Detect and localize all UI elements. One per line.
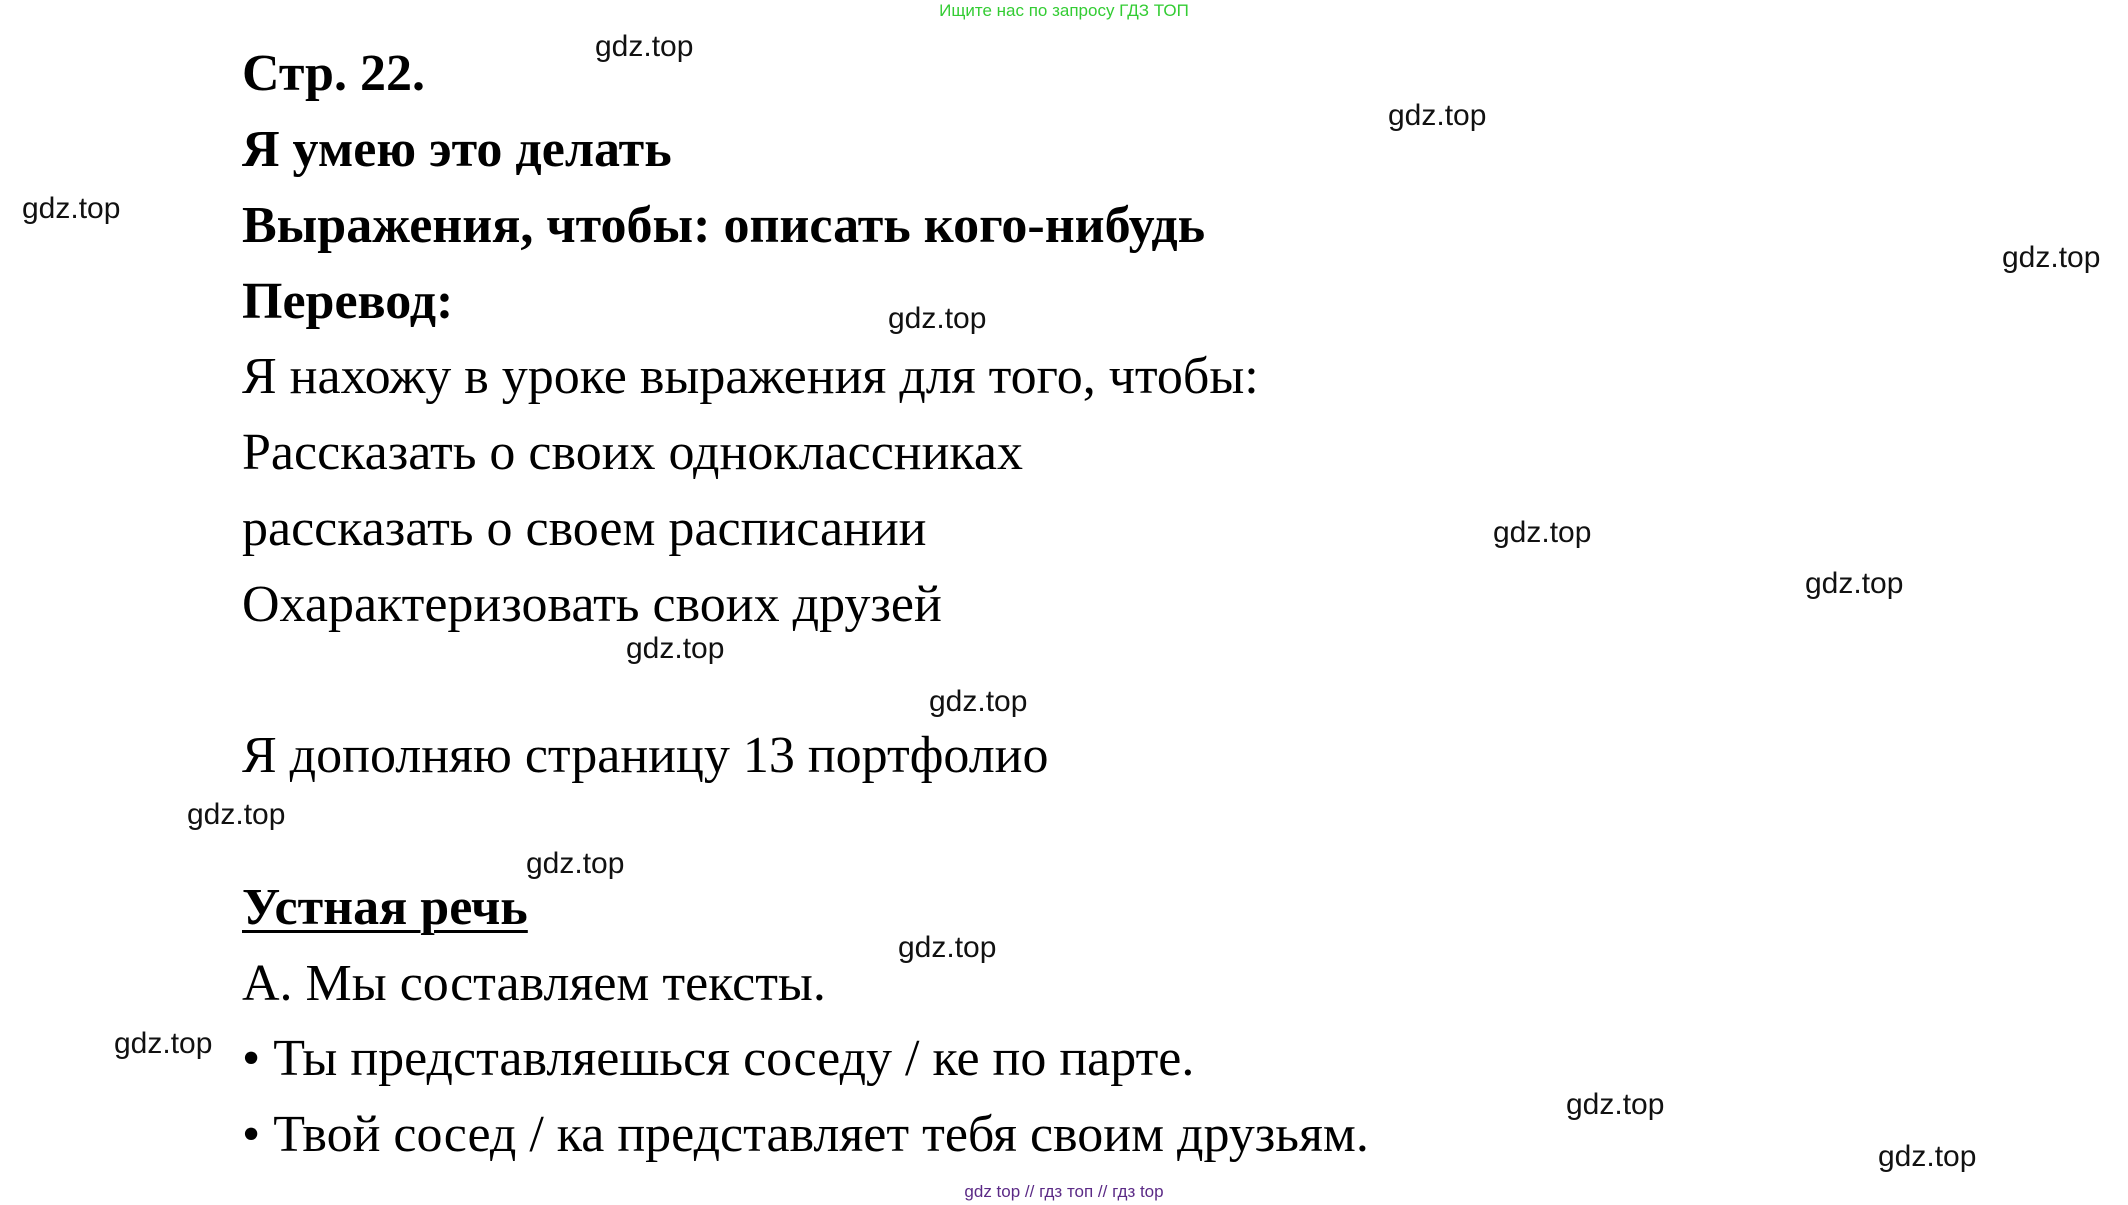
watermark: gdz.top: [1805, 567, 1904, 600]
top-banner: Ищите нас по запросу ГДЗ ТОП: [939, 1, 1189, 20]
translation-line: рассказать о своем расписании: [242, 500, 927, 557]
watermark: gdz.top: [595, 30, 694, 63]
section-title: Устная речь: [242, 879, 528, 936]
bottom-banner: gdz top // гдз топ // гдз top: [964, 1182, 1164, 1201]
watermark: gdz.top: [187, 798, 286, 831]
watermark: gdz.top: [1493, 516, 1592, 549]
watermark: gdz.top: [22, 192, 121, 225]
watermark: gdz.top: [1388, 99, 1487, 132]
watermark: gdz.top: [1878, 1140, 1977, 1173]
bullet-item: • Твой сосед / ка представляет тебя своим друзьям.: [242, 1106, 1369, 1163]
translation-line: Я нахожу в уроке выражения для того, чтобы:: [242, 348, 1259, 405]
watermark: gdz.top: [929, 685, 1028, 718]
watermark: gdz.top: [888, 302, 987, 335]
subheading: Выражения, чтобы: описать кого-нибудь: [242, 197, 1206, 254]
watermark: gdz.top: [114, 1027, 213, 1060]
page-ref: Стр. 22.: [242, 45, 425, 102]
watermark: gdz.top: [1566, 1088, 1665, 1121]
watermark: gdz.top: [526, 847, 625, 880]
bullet-item: • Ты представляешься соседу / ке по парте.: [242, 1030, 1195, 1087]
portfolio-line: Я дополняю страницу 13 портфолио: [242, 727, 1049, 784]
watermark: gdz.top: [898, 931, 997, 964]
task-line: А. Мы составляем тексты.: [242, 955, 826, 1012]
watermark: gdz.top: [626, 632, 725, 665]
translation-line: Охарактеризовать своих друзей: [242, 576, 942, 633]
watermark: gdz.top: [2002, 241, 2101, 274]
translation-label: Перевод:: [242, 273, 454, 330]
translation-line: Рассказать о своих одноклассниках: [242, 424, 1023, 481]
heading: Я умею это делать: [242, 121, 672, 178]
